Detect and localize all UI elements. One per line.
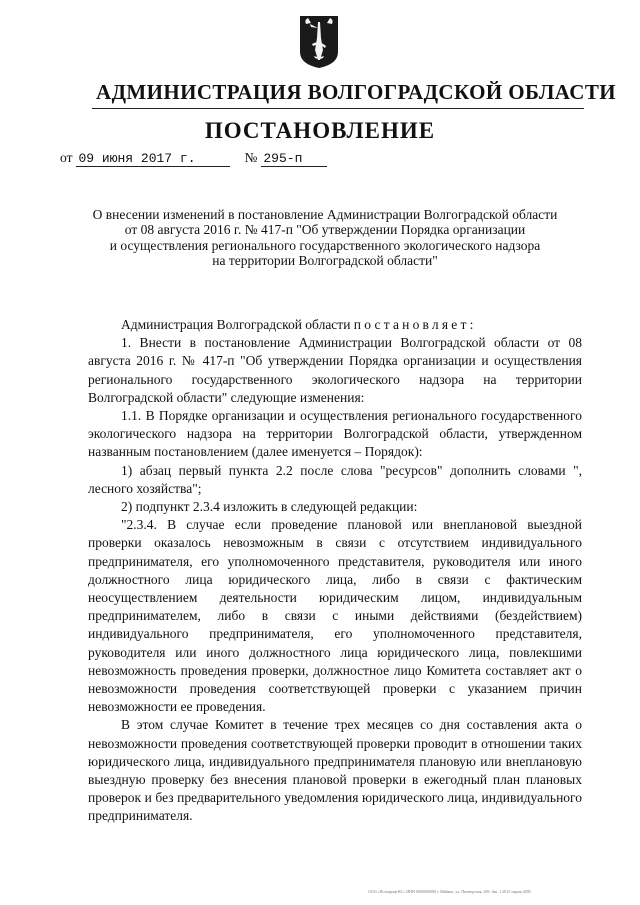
- body-paragraph: 1) абзац первый пункта 2.2 после слова "ресурсов" дополнить словами ", лесного хозяйства";: [88, 462, 582, 496]
- intro-verb: постановляет:: [353, 317, 477, 332]
- subject-line: от 08 августа 2016 г. № 417-п "Об утверждении Порядка организации: [124, 222, 526, 238]
- document-date: 09 июня 2017 г.: [76, 151, 230, 167]
- body-intro: [88, 316, 582, 334]
- date-prefix-label: от: [60, 150, 73, 165]
- body-paragraph: В этом случае Комитет в течение трех месяцев со дня составления акта о невозможности проведения соответствующей проверки проводит в отношении таких юридического лица, индивидуального предпринимателя плановую или внеплановую выездную проверку без внесения плановой проверки в ежегодный план плановых проверок и без предварительного уведомления юридического лица, индивидуального предпринимателя.: [88, 717, 582, 824]
- body-paragraph: 2) подпункт 2.3.4 изложить в следующей редакции:: [121, 499, 418, 515]
- organization-name: АДМИНИСТРАЦИЯ ВОЛГОГРАДСКОЙ ОБЛАСТИ: [96, 80, 616, 104]
- body-paragraph: 1.1. В Порядке организации и осуществления регионального государственного экологического надзора на территории Волгоградской области, утвержденном названным постановлением (далее именуется – Порядок):: [88, 408, 582, 460]
- subject-line: О внесении изменений в постановление Администрации Волгоградской области: [92, 207, 558, 222]
- document-type-title: ПОСТАНОВЛЕНИЕ: [204, 118, 436, 143]
- printer-imprint: ООО «Полиграф-КС» ИНН 0000000000 г. Майкоп, ул. Пионерская, 269. Зак. 1 2015 тираж 4000: [368, 889, 531, 894]
- document-number: 295-п: [261, 151, 327, 167]
- body-paragraph: 1. Внести в постановление Администрации Волгоградской области от 08 августа 2016 г. № 417-п "Об утверждении Порядка организации и осуществления регионального государственного экологического надзора на территории Волгоградской области" следующие изменения:: [88, 335, 582, 405]
- subject-line: и осуществления регионального государственного экологического надзора: [109, 237, 541, 253]
- document-body: [88, 316, 582, 826]
- date-number-line: [60, 150, 327, 167]
- number-sign-label: №: [244, 150, 258, 165]
- volgograd-coat-of-arms-icon: [298, 14, 340, 70]
- intro-lead: Администрация Волгоградской области: [121, 317, 351, 332]
- document-subject: [70, 207, 580, 269]
- header-divider: [92, 108, 584, 109]
- body-paragraph: "2.3.4. В случае если проведение плановой или внеплановой выездной проверки оказалось невозможным в связи с отсутствием индивидуального предпринимателя, его уполномоченного представителя, руководителя или иного должностного лица юридического лица, либо в связи с фактическим неосуществлением деятельности юридическим лицом, индивидуальным предпринимателем, либо в связи с иными действиями (бездействием) индивидуального предпринимателя, его уполномоченного представителя, руководителя или иного должностного лица юридического лица, повлекшими невозможность проведения проверки, должностное лицо Комитета составляет акт о невозможности проведения соответствующей проверки с указанием причин невозможности ее проведения.: [88, 517, 582, 715]
- subject-line: на территории Волгоградской области": [212, 253, 438, 269]
